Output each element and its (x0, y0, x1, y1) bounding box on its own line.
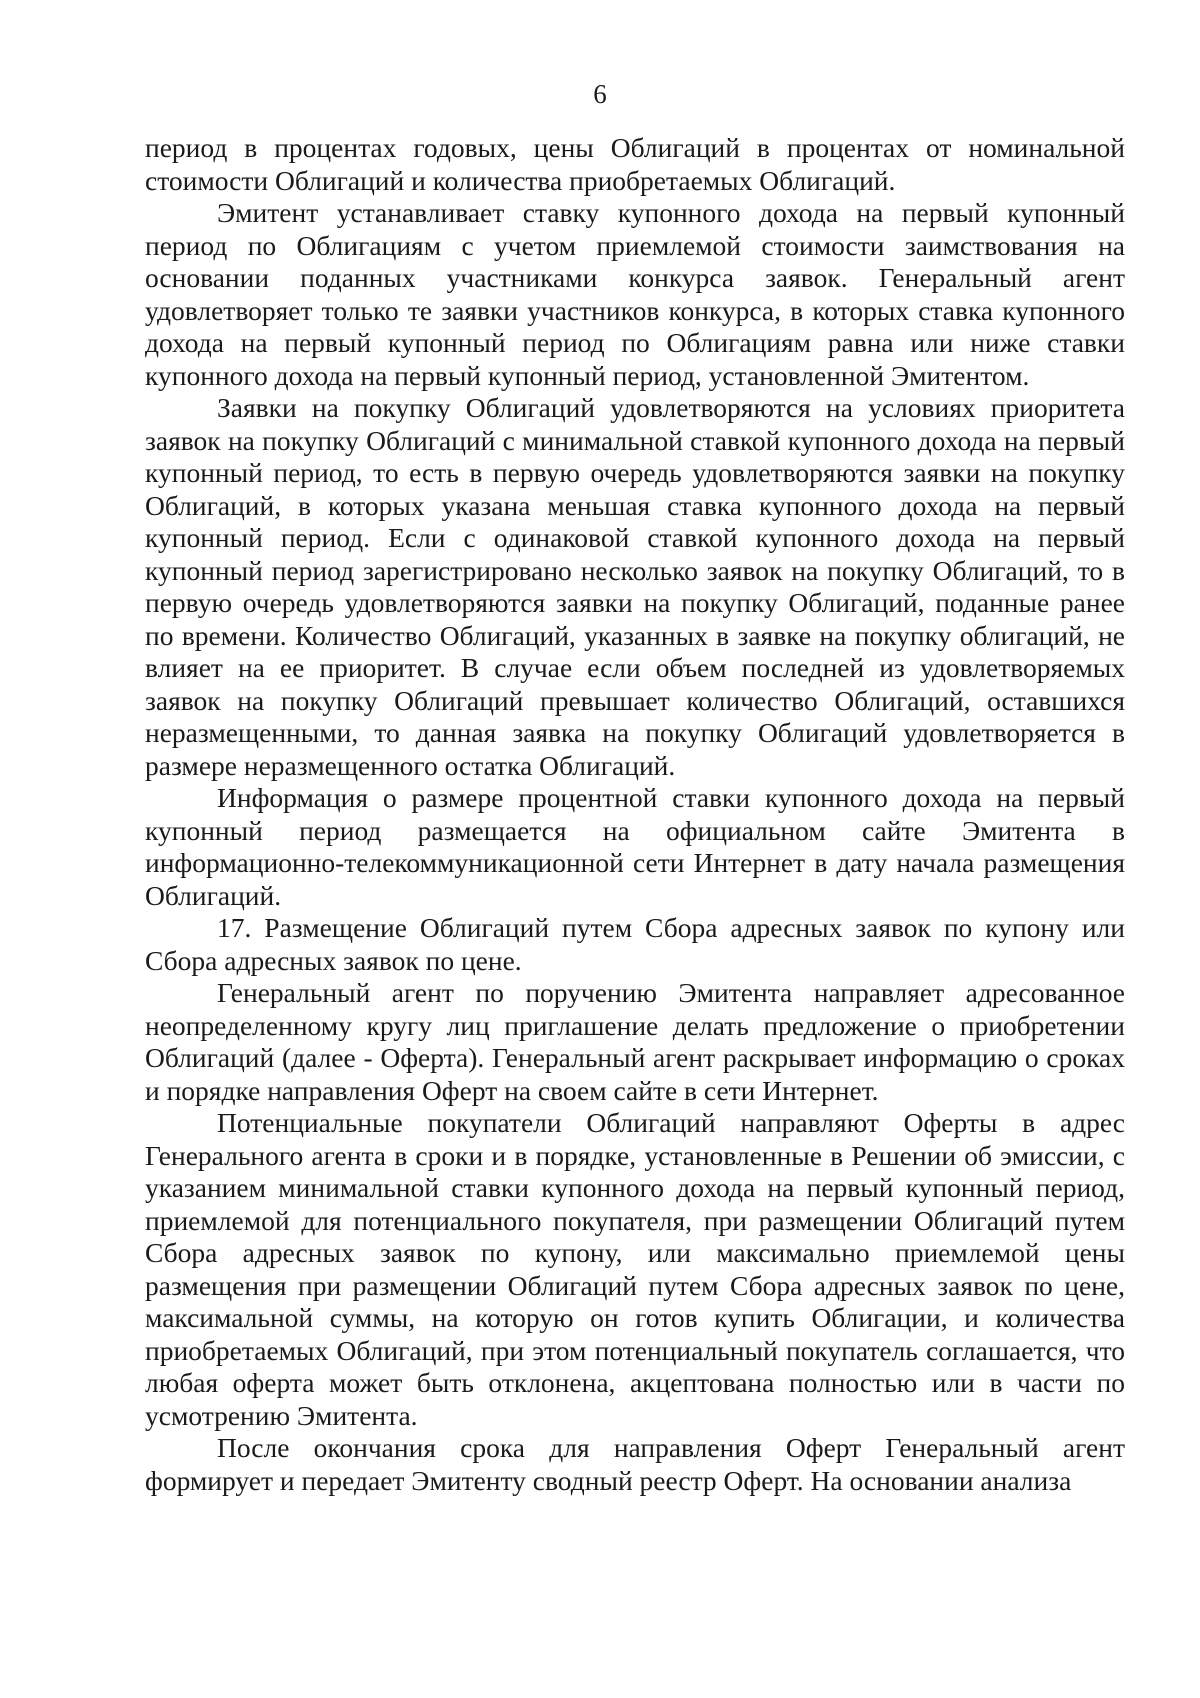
page-number: 6 (593, 79, 607, 109)
paragraph-coupon-rate-setting: Эмитент устанавливает ставку купонного дохода на первый купонный период по Облигациям с учетом приемлемой стоимости заимствования на основании поданных участниками конкурса заявок. Генеральный агент удовлетворяет только те заявки участников конкурса, в которых ставка купонного дохода на первый купонный период по Облигациям равна или ниже ставки купонного дохода на первый купонный период, установленной Эмитентом. (145, 197, 1125, 391)
paragraph-offer-invitation: Генеральный агент по поручению Эмитента направляет адресованное неопределенному кругу лиц приглашение делать предложение о приобретении Облигаций (далее - Оферта). Генеральный агент раскрывает информацию о сроках и порядке направления Оферт на своем сайте в сети Интернет. (145, 977, 1125, 1106)
paragraph-section-17-heading: 17. Размещение Облигаций путем Сбора адресных заявок по купону или Сбора адресных заявок по цене. (145, 912, 1125, 976)
paragraph-offer-registry: После окончания срока для направления Оферт Генеральный агент формирует и передает Эмитенту сводный реестр Оферт. На основании анализа (145, 1432, 1125, 1496)
paragraph-bid-priority: Заявки на покупку Облигаций удовлетворяются на условиях приоритета заявок на покупку Облигаций с минимальной ставкой купонного дохода на первый купонный период, то есть в первую очередь удовлетворяются заявки на покупку Облигаций, в которых указана меньшая ставка купонного дохода на первый купонный период. Если с одинаковой ставкой купонного дохода на первый купонный период зарегистрировано несколько заявок на покупку Облигаций, то в первую очередь удовлетворяются заявки на покупку Облигаций, поданные ранее по времени. Количество Облигаций, указанных в заявке на покупку облигаций, не влияет на ее приоритет. В случае если объем последней из удовлетворяемых заявок на покупку Облигаций превышает количество Облигаций, оставшихся неразмещенными, то данная заявка на покупку Облигаций удовлетворяется в размере неразмещенного остатка Облигаций. (145, 392, 1125, 781)
paragraph-continued: период в процентах годовых, цены Облигаций в процентах от номинальной стоимости Облигаций и количества приобретаемых Облигаций. (145, 132, 1125, 196)
document-body (145, 132, 1125, 1497)
paragraph-buyer-offers: Потенциальные покупатели Облигаций направляют Оферты в адрес Генерального агента в сроки и в порядке, установленные в Решении об эмиссии, с указанием минимальной ставки купонного дохода на первый купонный период, приемлемой для потенциального покупателя, при размещении Облигаций путем Сбора адресных заявок по купону, или максимально приемлемой цены размещения при размещении Облигаций путем Сбора адресных заявок по цене, максимальной суммы, на которую он готов купить Облигации, и количества приобретаемых Облигаций, при этом потенциальный покупатель соглашается, что любая оферта может быть отклонена, акцептована полностью или в части по усмотрению Эмитента. (145, 1107, 1125, 1431)
paragraph-rate-publication: Информация о размере процентной ставки купонного дохода на первый купонный период размещается на официальном сайте Эмитента в информационно-телекоммуникационной сети Интернет в дату начала размещения Облигаций. (145, 782, 1125, 911)
